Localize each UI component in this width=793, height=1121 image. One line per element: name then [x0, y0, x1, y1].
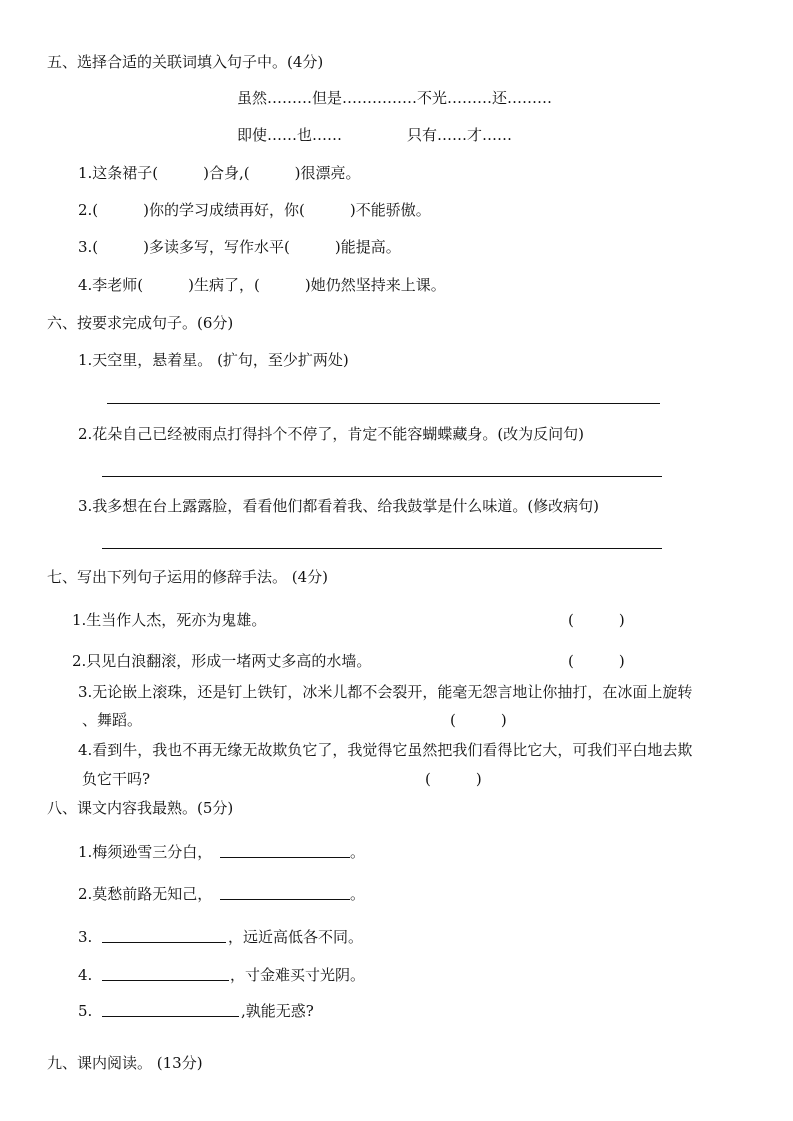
s5-question-1: 1.这条裙子( )合身,( )很漂亮。	[78, 164, 361, 182]
s7-question-3-line-1: 3.无论嵌上滚珠，还是钉上铁钉，冰米儿都不会裂开，能毫无怨言地让你抽打，在冰面上旋转	[78, 683, 693, 701]
s8-blank-1[interactable]	[220, 857, 350, 858]
s8-blank-5[interactable]	[102, 1016, 239, 1017]
s6-answer-line-1[interactable]	[107, 403, 660, 404]
s6-question-2: 2.花朵自己已经被雨点打得抖个不停了，肯定不能容蝴蝶藏身。(改为反问句)	[78, 425, 585, 443]
s5-question-3: 3.( )多读多写，写作水平( )能提高。	[78, 238, 401, 256]
s8-question-5-text: ,孰能无惑?	[241, 1002, 314, 1020]
s7-question-2: 2.只见白浪翻滚，形成一堵两丈多高的水墙。	[72, 652, 372, 670]
conjunction-option-jishi: 即使……也……	[237, 126, 343, 144]
s8-question-3-text: ，远近高低各不同。	[228, 928, 364, 946]
s8-question-2: 2.莫愁前路无知己，	[78, 885, 213, 903]
s7-question-4-line-1: 4.看到牛，我也不再无缘无故欺负它了，我觉得它虽然把我们看得比它大，可我们平白地去欺	[78, 741, 693, 759]
section-8-title: 八、课文内容我最熟。(5分)	[47, 799, 234, 817]
s7-question-1: 1.生当作人杰，死亦为鬼雄。	[72, 611, 267, 629]
s8-question-3-number: 3.	[78, 928, 93, 946]
s7-answer-paren-3[interactable]: ( )	[450, 711, 507, 729]
s8-question-1: 1.梅须逊雪三分白，	[78, 843, 213, 861]
s7-question-3-line-2: 、舞蹈。	[82, 711, 143, 729]
s8-blank-3[interactable]	[102, 942, 226, 943]
s5-question-2: 2.( )你的学习成绩再好，你( )不能骄傲。	[78, 201, 431, 219]
section-9-title: 九、课内阅读。 (13分)	[47, 1054, 203, 1072]
s7-answer-paren-1[interactable]: ( )	[568, 611, 625, 629]
s6-question-1: 1.天空里，悬着星。 (扩句，至少扩两处)	[78, 351, 349, 369]
s8-blank-4[interactable]	[102, 980, 229, 981]
section-5-title: 五、选择合适的关联词填入句子中。(4分)	[47, 53, 324, 71]
s8-blank-2[interactable]	[220, 899, 350, 900]
s8-period-1: 。	[350, 843, 366, 861]
s8-period-2: 。	[350, 885, 366, 903]
section-6-title: 六、按要求完成句子。(6分)	[47, 314, 234, 332]
s6-answer-line-3[interactable]	[102, 548, 662, 549]
s8-question-4-number: 4.	[78, 966, 93, 984]
section-7-title: 七、写出下列句子运用的修辞手法。 (4分)	[47, 568, 329, 586]
s7-answer-paren-4[interactable]: ( )	[425, 770, 482, 788]
s6-question-3: 3.我多想在台上露露脸，看看他们都看着我、给我鼓掌是什么味道。(修改病句)	[78, 497, 600, 515]
s7-question-4-line-2: 负它干吗?	[82, 770, 151, 788]
conjunction-options-row-1: 虽然………但是……………不光………还………	[237, 89, 553, 107]
s7-answer-paren-2[interactable]: ( )	[568, 652, 625, 670]
s5-question-4: 4.李老师( )生病了，( )她仍然坚持来上课。	[78, 276, 446, 294]
conjunction-option-zhiyou: 只有……才……	[407, 126, 513, 144]
s8-question-5-number: 5.	[78, 1002, 93, 1020]
s8-question-4-text: ，寸金难买寸光阴。	[230, 966, 366, 984]
s6-answer-line-2[interactable]	[102, 476, 662, 477]
